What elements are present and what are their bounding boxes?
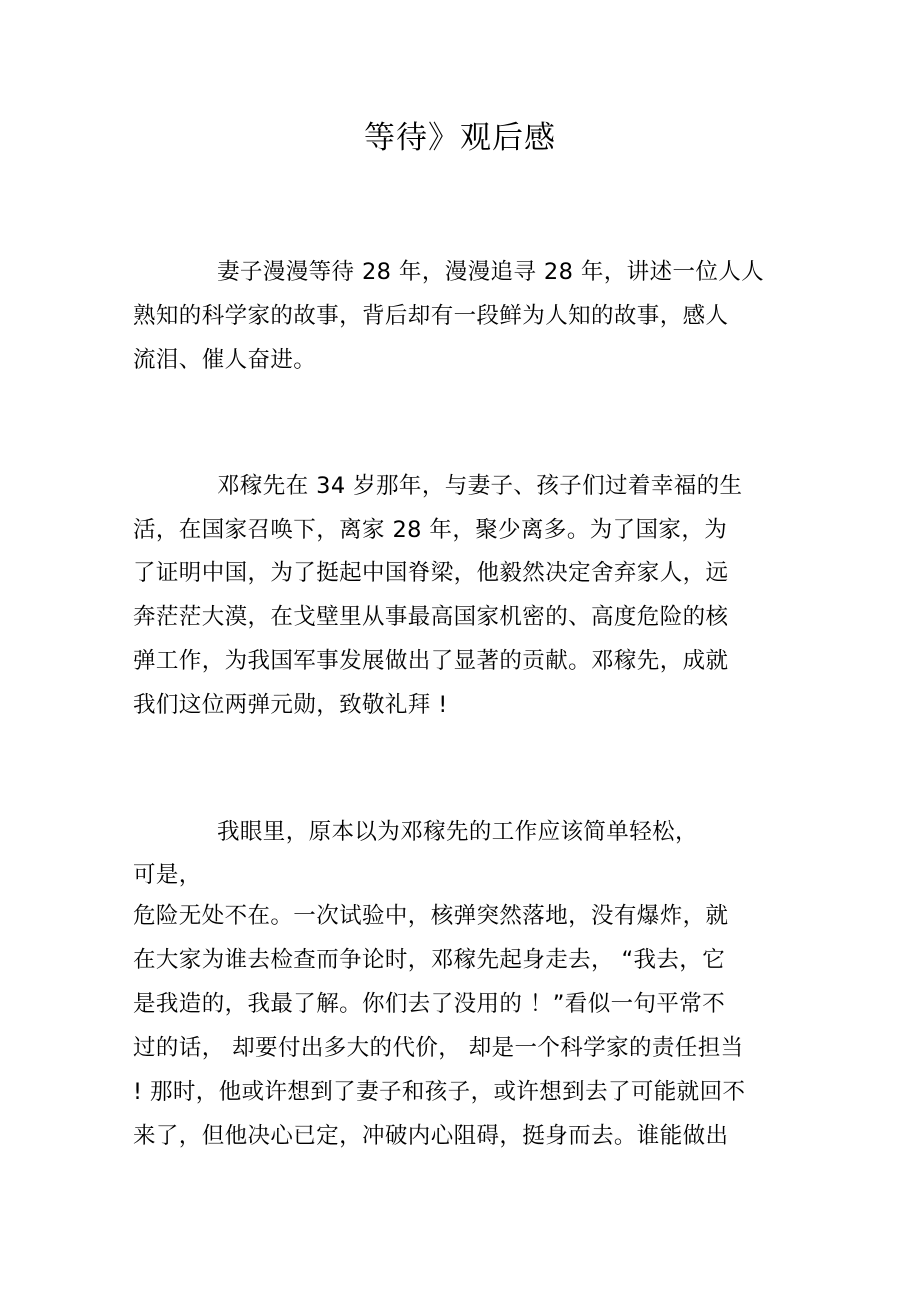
paragraph-line: 弹工作，为我国军事发展做出了显著的贡献。邓稼先，成就 xyxy=(133,648,729,674)
paragraph-line: 我眼里，原本以为邓稼先的工作应该简单轻松， xyxy=(217,819,698,845)
paragraph-line: 在大家为谁去检查而争论时，邓稼先起身走去， “我去，它 xyxy=(133,947,726,973)
paragraph-line: 熟知的科学家的故事，背后却有一段鲜为人知的故事，感人 xyxy=(133,303,729,329)
paragraph-line: 活，在国家召唤下，离家 28 年，聚少离多。为了国家，为 xyxy=(133,517,728,543)
paragraph-line: 是我造的，我最了解。你们去了没用的 ！”看似一句平常不 xyxy=(133,991,726,1017)
paragraph-line: 邓稼先在 34 岁那年，与妻子、孩子们过着幸福的生 xyxy=(217,473,743,499)
paragraph-line: ! 那时，他或许想到了妻子和孩子，或许想到去了可能就回不 xyxy=(133,1079,746,1105)
paragraph-line: 可是， xyxy=(133,862,202,888)
paragraph-line: 流泪、催人奋进。 xyxy=(133,347,317,373)
paragraph-line: 了证明中国，为了挺起中国脊梁，他毅然决定舍弃家人，远 xyxy=(133,560,729,586)
paragraph-line: 危险无处不在。一次试验中，核弹突然落地，没有爆炸，就 xyxy=(133,903,729,929)
paragraph-line: 奔茫茫大漠，在戈壁里从事最高国家机密的、高度危险的核 xyxy=(133,604,729,630)
paragraph-line: 我们这位两弹元勋，致敬礼拜 ! xyxy=(133,692,448,718)
paragraph-line: 妻子漫漫等待 28 年，漫漫追寻 28 年，讲述一位人人 xyxy=(217,259,765,285)
document-title: 等待》观后感 xyxy=(364,120,556,156)
paragraph-line: 过的话， 却要付出多大的代价， 却是一个科学家的责任担当 xyxy=(133,1035,744,1061)
paragraph-line: 来了，但他决心已定，冲破内心阻碍，挺身而去。谁能做出 xyxy=(133,1123,729,1149)
